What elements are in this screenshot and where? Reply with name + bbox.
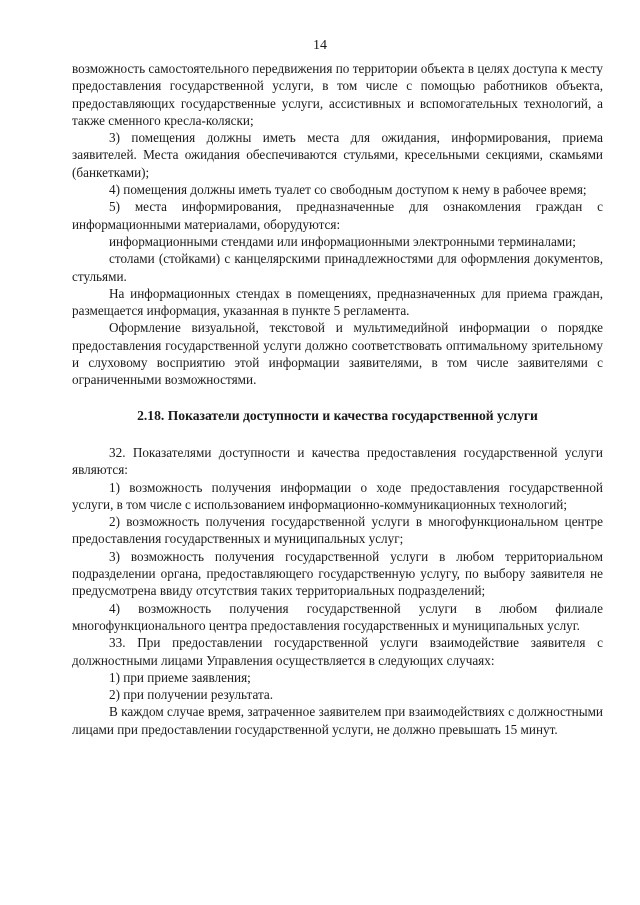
- paragraph: В каждом случае время, затраченное заявителем при взаимодействиях с должностными лицами при предоставлении государственной услуги, не должно превышать 15 минут.: [72, 704, 603, 737]
- paragraph: 33. При предоставлении государственной услуги взаимодействие заявителя с должностными лицами Управления осуществляется в следующих случаях:: [72, 635, 603, 668]
- paragraph: 1) возможность получения информации о ходе предоставления государственной услуги, в том числе с использованием информационно-коммуникационных технологий;: [72, 479, 603, 512]
- section-heading: 2.18. Показатели доступности и качества государственной услуги: [137, 407, 538, 423]
- document-body: [72, 60, 603, 738]
- paragraph: Оформление визуальной, текстовой и мультимедийной информации о порядке предоставления государственной услуги должно соответствовать оптимальному зрительному и слуховому восприятию этой информации заявителями, в том числе заявителями с ограниченными возможностями.: [72, 320, 603, 388]
- paragraph: 3) помещения должны иметь места для ожидания, информирования, приема заявителей. Места ожидания обеспечиваются стульями, кресельными секциями, скамьями (банкетками);: [72, 130, 603, 180]
- paragraph: 32. Показателями доступности и качества предоставления государственной услуги являются:: [72, 444, 603, 478]
- paragraph: 5) места информирования, предназначенные для ознакомления граждан с информационными материалами, оборудуются:: [72, 199, 603, 232]
- paragraph: 3) возможность получения государственной услуги в любом территориальном подразделении органа, предоставляющего государственную услугу, по выбору заявителя не предусмотрена ввиду отсутствия таких территориальных подразделений;: [72, 548, 603, 599]
- paragraph: 1) при приеме заявления;: [109, 669, 251, 685]
- paragraph: информационными стендами или информационными электронными терминалами;: [109, 233, 576, 249]
- paragraph: 2) при получении результата.: [109, 687, 274, 703]
- page-number: 14: [313, 38, 327, 53]
- paragraph: 4) возможность получения государственной услуги в любом филиале многофункционального центра предоставления государственных и муниципальных услуг.: [72, 600, 603, 633]
- paragraph: 4) помещения должны иметь туалет со свободным доступом к нему в рабочее время;: [109, 182, 587, 198]
- paragraph: 2) возможность получения государственной услуги в многофункциональном центре предоставления государственных и муниципальных услуг;: [72, 514, 603, 547]
- paragraph: возможность самостоятельного передвижения по территории объекта в целях доступа к месту предоставления государственной услуги, в том числе с помощью работников объекта, предоставляющих государственные услуги, ассистивных и вспомогательных технологий, а также сменного кресла-коляски;: [72, 61, 603, 128]
- paragraph: На информационных стендах в помещениях, предназначенных для приема граждан, размещается информация, указанная в пункте 5 регламента.: [72, 285, 603, 319]
- paragraph: столами (стойками) с канцелярскими принадлежностями для оформления документов, стульями.: [72, 251, 603, 284]
